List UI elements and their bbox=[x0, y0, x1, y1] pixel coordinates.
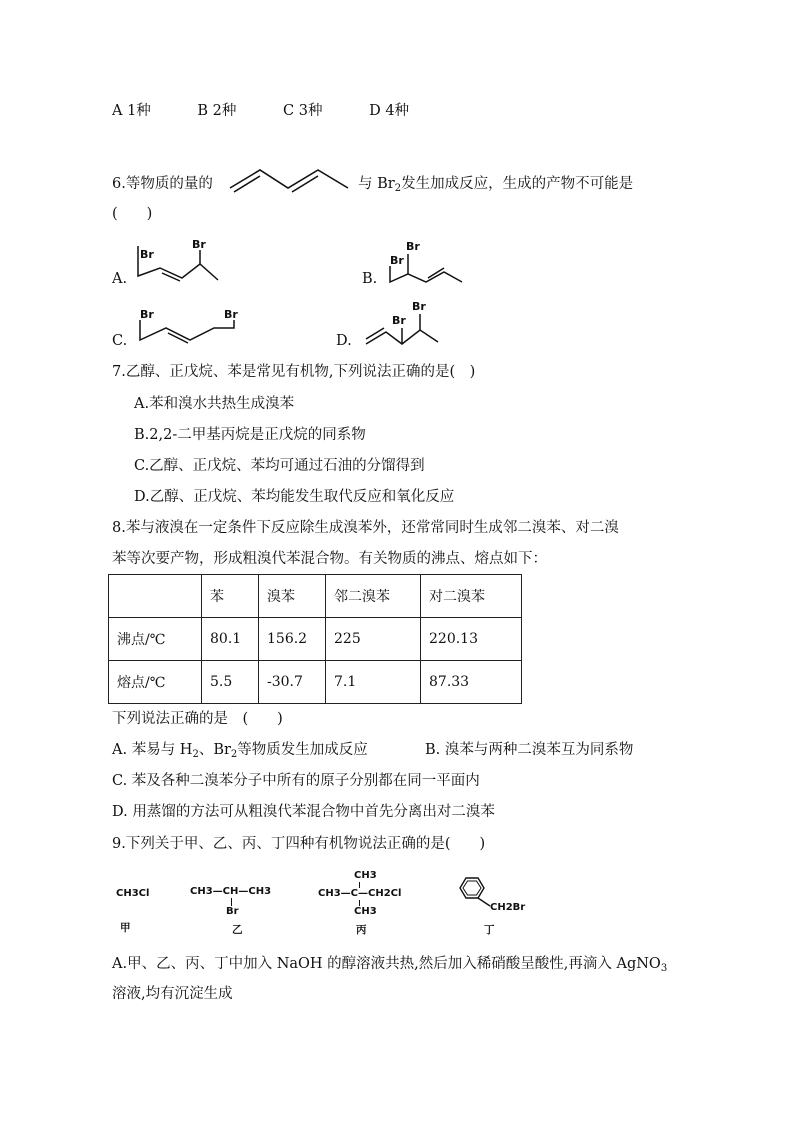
q9-option-a-sub: 3 bbox=[660, 963, 668, 974]
q6-option-a-label: A. bbox=[112, 271, 128, 287]
q8-option-a-part1: A. 苯易与 H bbox=[112, 742, 193, 758]
q8-option-d: D. 用蒸馏的方法可从粗溴代苯混合物中首先分离出对二溴苯 bbox=[112, 804, 495, 820]
table-cell: -30.7 bbox=[259, 661, 326, 704]
q6-option-c-label: C. bbox=[112, 333, 128, 349]
q8-option-c: C. 苯及各种二溴苯分子中所有的原子分别都在同一平面内 bbox=[112, 773, 480, 789]
table-header-cell: 对二溴苯 bbox=[421, 575, 522, 618]
q6-option-d-structure bbox=[362, 296, 446, 348]
q9-option-a-line1 bbox=[112, 954, 667, 979]
table-cell: 80.1 bbox=[202, 618, 259, 661]
q6-stem-suffix bbox=[358, 174, 633, 199]
q7-option-d: D.乙醇、正戊烷、苯均能发生取代反应和氧化反应 bbox=[134, 489, 455, 505]
molecule-yi-label: 乙 bbox=[232, 924, 243, 936]
table-header-row bbox=[109, 575, 522, 618]
q6-stem-prefix: 6.等物质的量的 bbox=[112, 176, 213, 192]
table-header-cell: 邻二溴苯 bbox=[326, 575, 421, 618]
table-cell: 87.33 bbox=[421, 661, 522, 704]
q8-option-b: B. 溴苯与两种二溴苯互为同系物 bbox=[425, 742, 634, 758]
q8-option-a bbox=[112, 740, 368, 765]
molecule-ding-formula: CH2Br bbox=[490, 902, 526, 913]
q6-option-a-structure bbox=[130, 236, 222, 288]
q7-option-b: B.2,2-二甲基丙烷是正戊烷的同系物 bbox=[134, 427, 366, 443]
q7-stem: 7.乙醇、正戊烷、苯是常见有机物,下列说法正确的是( ) bbox=[112, 364, 476, 380]
molecule-ding-label: 丁 bbox=[484, 924, 495, 936]
table-header-cell: 苯 bbox=[202, 575, 259, 618]
br-label: Br bbox=[192, 238, 206, 251]
molecule-bing-mid: CH3—C—CH2Cl bbox=[318, 888, 402, 899]
q7-option-a: A.苯和溴水共热生成溴苯 bbox=[134, 396, 295, 412]
molecule-jia-formula: CH3Cl bbox=[116, 888, 150, 899]
q6-option-d-label: D. bbox=[336, 333, 352, 349]
properties-table bbox=[108, 574, 522, 704]
molecule-bing-label: 丙 bbox=[356, 924, 367, 936]
q8-option-a-part3: 等物质发生加成反应 bbox=[237, 742, 368, 758]
br-label: Br bbox=[140, 248, 154, 261]
molecule-yi-br: Br bbox=[226, 906, 239, 917]
q6-suffix-sub: 2 bbox=[394, 183, 402, 194]
br-label: Br bbox=[224, 308, 238, 321]
q9-option-a-line2: 溶液,均有沉淀生成 bbox=[112, 986, 233, 1002]
table-cell: 5.5 bbox=[202, 661, 259, 704]
molecule-yi-bond bbox=[231, 898, 232, 906]
q5-option-d: D 4种 bbox=[369, 103, 410, 119]
q8-ask: 下列说法正确的是 ( ) bbox=[112, 711, 283, 727]
molecule-bing-top: CH3 bbox=[354, 870, 377, 881]
br-label: Br bbox=[392, 314, 406, 327]
q9-option-a-text: A.甲、乙、丙、丁中加入 NaOH 的醇溶液共热,然后加入稀硝酸呈酸性,再滴入 AgNO bbox=[112, 956, 661, 972]
q5-option-b: B 2种 bbox=[197, 103, 237, 119]
molecule-jia-label: 甲 bbox=[120, 922, 131, 934]
q9-stem: 9.下列关于甲、乙、丙、丁四种有机物说法正确的是( ) bbox=[112, 836, 486, 852]
br-label: Br bbox=[140, 308, 154, 321]
table-header-cell: 溴苯 bbox=[259, 575, 326, 618]
q6-option-c-structure bbox=[130, 300, 246, 348]
q7-option-c: C.乙醇、正戊烷、苯均可通过石油的分馏得到 bbox=[134, 458, 425, 474]
q6-suffix-a: 与 Br bbox=[358, 176, 395, 192]
table-cell: 熔点/℃ bbox=[109, 661, 202, 704]
table-cell: 156.2 bbox=[259, 618, 326, 661]
q8-option-a-sub2: 2 bbox=[230, 749, 238, 760]
molecule-yi-formula: CH3—CH—CH3 bbox=[190, 886, 272, 897]
q6-option-b-structure bbox=[380, 236, 472, 288]
table-row bbox=[109, 618, 522, 661]
table-cell: 沸点/℃ bbox=[109, 618, 202, 661]
table-cell: 225 bbox=[326, 618, 421, 661]
br-label: Br bbox=[412, 300, 426, 313]
q8-stem-line1: 8.苯与液溴在一定条件下反应除生成溴苯外，还常常同时生成邻二溴苯、对二溴 bbox=[112, 520, 619, 536]
hexatriene-structure bbox=[228, 162, 356, 196]
q5-options bbox=[112, 101, 451, 121]
q8-option-a-part2: 、Br bbox=[198, 742, 231, 758]
table-cell: 220.13 bbox=[421, 618, 522, 661]
table-row bbox=[109, 661, 522, 704]
q5-option-c: C 3种 bbox=[283, 103, 323, 119]
br-label: Br bbox=[390, 254, 404, 267]
br-label: Br bbox=[406, 240, 420, 253]
q6-option-b-label: B. bbox=[362, 271, 378, 287]
q5-option-a: A 1种 bbox=[112, 103, 151, 119]
q8-stem-line2: 苯等次要产物，形成粗溴代苯混合物。有关物质的沸点、熔点如下： bbox=[112, 551, 547, 567]
q6-suffix-b: 发生加成反应，生成的产物不可能是 bbox=[401, 176, 634, 192]
q6-paren: ( ) bbox=[112, 206, 153, 222]
table-header-cell bbox=[109, 575, 202, 618]
molecule-bing-bot: CH3 bbox=[354, 906, 377, 917]
table-cell: 7.1 bbox=[326, 661, 421, 704]
q8-option-a-sub1: 2 bbox=[192, 749, 199, 760]
